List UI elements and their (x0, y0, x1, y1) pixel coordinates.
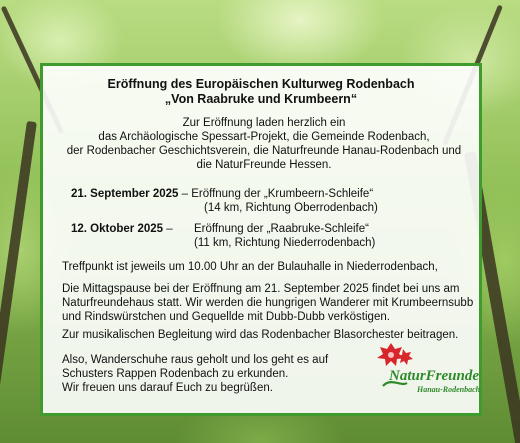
event-2-title: Eröffnung der „Raabruke-Schleife“ (194, 223, 369, 235)
lunch-line: Die Mittagspause bei der Eröffnung am 21. September 2025 findet bei uns am (62, 283, 460, 295)
rose-icon (377, 343, 413, 366)
intro-line: der Rodenbacher Geschichtsverein, die Naturfreunde Hanau-Rodenbach und (66, 145, 462, 157)
title-line-1: Eröffnung des Europäischen Kulturweg Rodenbach (107, 77, 415, 91)
music-text: Zur musikalischen Begleitung wird das Rodenbacher Blasorchester beitragen. (62, 329, 459, 341)
lunch-line: Naturfreundehaus statt. Wir werden die hungrigen Wanderer mit Krumbeernsubb (62, 297, 474, 309)
meeting-point-text: Treffpunkt ist jeweils um 10.00 Uhr an der Bulauhalle in Niederrodenbach, (62, 261, 438, 273)
tree-trunk-left (0, 121, 37, 443)
event-2-date: 12. Oktober 2025 (71, 223, 164, 235)
title-line-2: „Von Raabruke und Krumbeern“ (164, 92, 358, 106)
closing-line: Schusters Rappen Rodenbach zu erkunden. (62, 368, 289, 380)
event-1-detail: (14 km, Richtung Oberrodenbach) (204, 202, 378, 214)
event-1-title: – Eröffnung der „Krumbeern-Schleife“ (178, 188, 374, 200)
event-1-date: 21. September 2025 (71, 188, 179, 200)
logo-name: NaturFreunde (389, 368, 480, 384)
closing-line: Also, Wanderschuhe raus geholt und los geht es auf (62, 354, 329, 366)
lunch-line: und Rindswürstchen und Gequellde mit Dubb-Dubb verköstigen. (62, 311, 390, 323)
intro-line: Zur Eröffnung laden herzlich ein (182, 117, 346, 129)
event-2-dash: – (163, 223, 173, 235)
intro-line: das Archäologische Spessart-Projekt, die Gemeinde Rodenbach, (98, 131, 430, 143)
event-2-line (71, 222, 173, 236)
event-2-detail: (11 km, Richtung Niederrodenbach) (194, 237, 376, 249)
announcement-panel (40, 63, 482, 416)
closing-line: Wir freuen uns darauf Euch zu begrüßen. (62, 382, 273, 394)
naturfreunde-logo (377, 339, 483, 401)
invitation-text (53, 116, 475, 172)
event-1-line (71, 187, 373, 201)
intro-line: die NaturFreunde Hessen. (196, 159, 332, 171)
logo-subtitle: Hanau-Rodenbach (417, 385, 481, 394)
